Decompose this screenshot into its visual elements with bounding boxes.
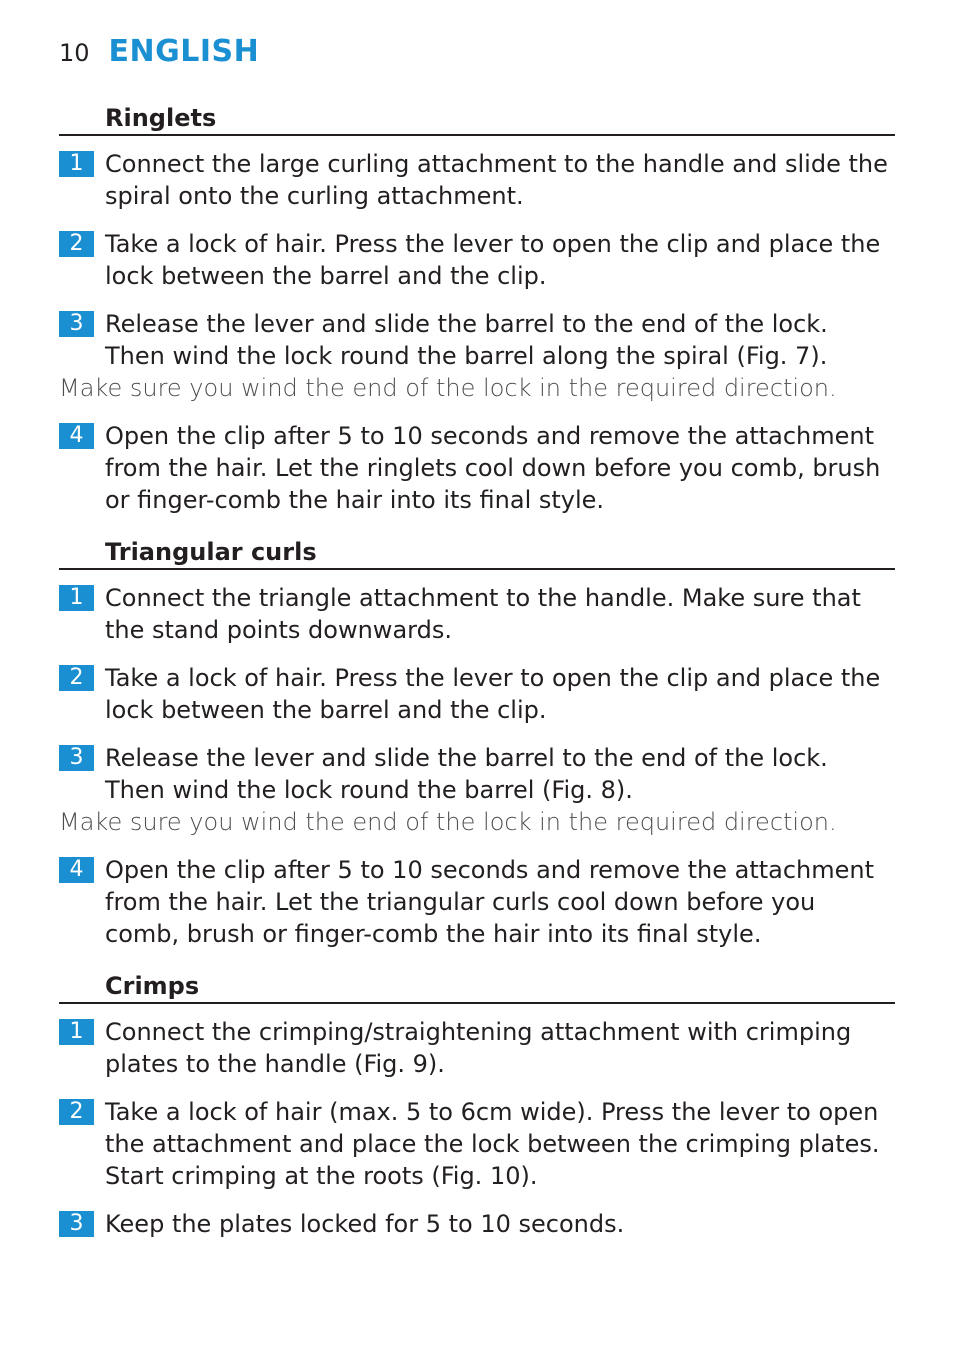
page-number: 10 — [59, 39, 90, 67]
step-text: Open the clip after 5 to 10 seconds and remove the attachment from the hair. Let the ringlets cool down before you comb, brush or finger-comb the hair into its final style. — [105, 422, 881, 514]
section-triangular-curls — [59, 532, 895, 950]
section-title: Ringlets — [59, 98, 895, 136]
section-title: Crimps — [59, 966, 895, 1004]
document-body — [59, 98, 895, 1256]
step-number-badge: 1 — [59, 151, 94, 177]
step-text: Connect the triangle attachment to the handle. Make sure that the stand points downwards. — [105, 584, 861, 644]
step-text: Take a lock of hair. Press the lever to open the clip and place the lock between the barrel and the clip. — [105, 664, 881, 724]
step-text: Connect the large curling attachment to the handle and slide the spiral onto the curling attachment. — [105, 150, 888, 210]
step-number-badge: 3 — [59, 1211, 94, 1237]
step-number-badge: 3 — [59, 311, 94, 337]
step-text: Release the lever and slide the barrel to the end of the lock. Then wind the lock round the barrel along the spiral (Fig. 7). — [105, 310, 828, 370]
step-item — [59, 854, 895, 950]
section-ringlets — [59, 98, 895, 516]
step-number-badge: 1 — [59, 1019, 94, 1045]
page-header — [59, 34, 259, 74]
step-text: Take a lock of hair. Press the lever to open the clip and place the lock between the barrel and the clip. — [105, 230, 881, 290]
step-text: Open the clip after 5 to 10 seconds and remove the attachment from the hair. Let the triangular curls cool down before you comb, brush or finger-comb the hair into its final style. — [105, 856, 875, 948]
step-item — [59, 308, 895, 372]
step-item — [59, 1208, 895, 1240]
step-item — [59, 662, 895, 726]
step-note: Make sure you wind the end of the lock in the required direction. — [59, 808, 837, 836]
step-note: Make sure you wind the end of the lock in the required direction. — [59, 374, 837, 402]
step-number-badge: 3 — [59, 745, 94, 771]
step-text: Take a lock of hair (max. 5 to 6cm wide). Press the lever to open the attachment and place the lock between the crimping plates. Start crimping at the roots (Fig. 10). — [105, 1098, 880, 1190]
step-number-badge: 1 — [59, 585, 94, 611]
step-item — [59, 148, 895, 212]
step-number-badge: 4 — [59, 857, 94, 883]
step-item — [59, 228, 895, 292]
step-text: Connect the crimping/straightening attachment with crimping plates to the handle (Fig. 9). — [105, 1018, 852, 1078]
step-item — [59, 742, 895, 806]
step-number-badge: 2 — [59, 665, 94, 691]
step-item — [59, 420, 895, 516]
step-number-badge: 2 — [59, 231, 94, 257]
step-number-badge: 2 — [59, 1099, 94, 1125]
step-text: Release the lever and slide the barrel to the end of the lock. Then wind the lock round the barrel (Fig. 8). — [105, 744, 828, 804]
language-heading: ENGLISH — [108, 34, 260, 69]
step-item — [59, 582, 895, 646]
step-text: Keep the plates locked for 5 to 10 seconds. — [105, 1210, 625, 1238]
step-item — [59, 1096, 895, 1192]
step-number-badge: 4 — [59, 423, 94, 449]
section-title: Triangular curls — [59, 532, 895, 570]
step-item — [59, 1016, 895, 1080]
section-crimps — [59, 966, 895, 1240]
